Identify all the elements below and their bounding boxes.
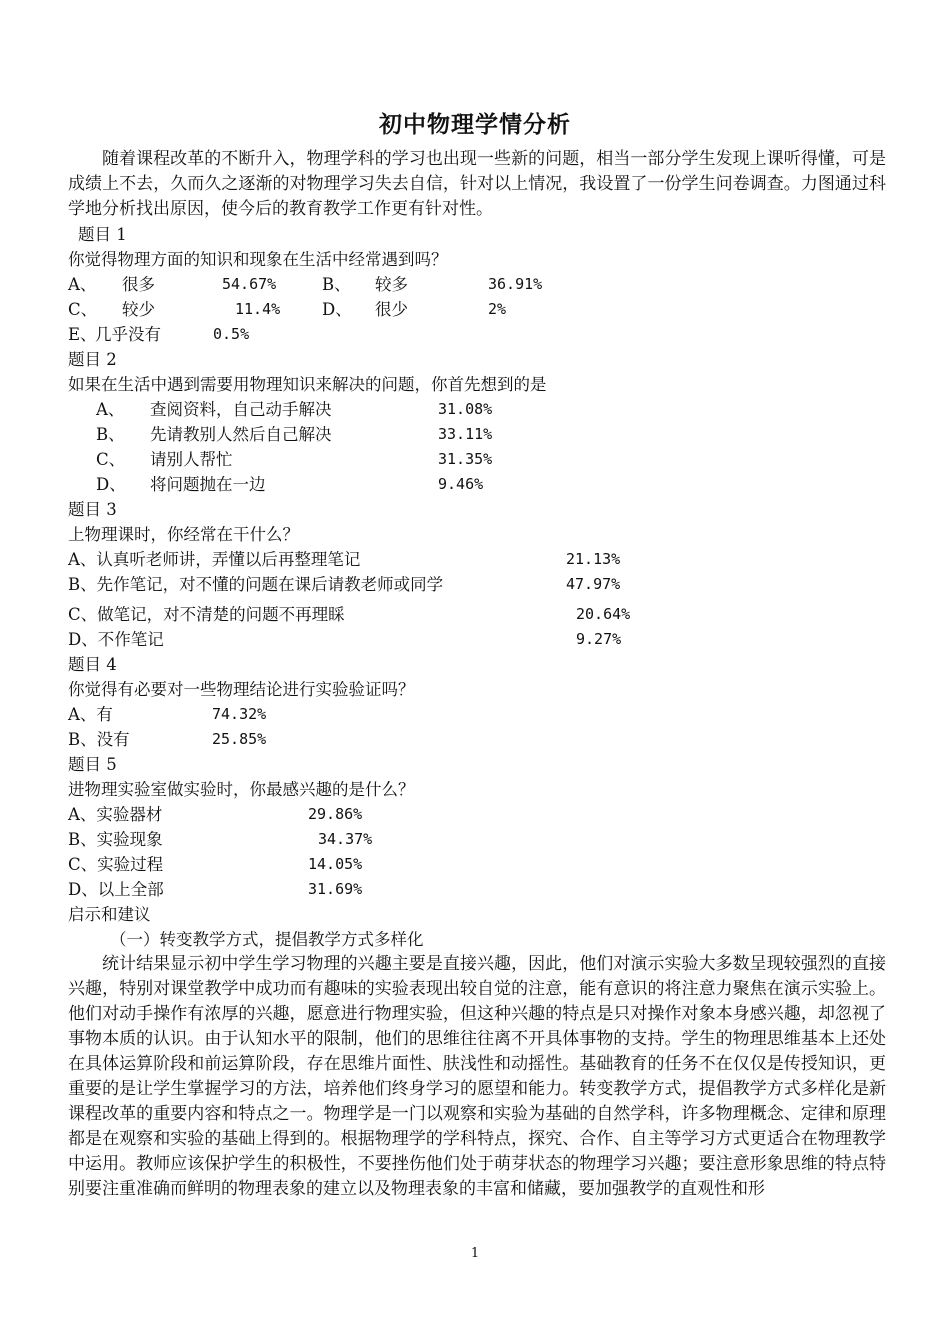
- q2-option-c-text: 请别人帮忙: [150, 450, 233, 469]
- q4-option-a-pct: 74.32%: [212, 705, 267, 723]
- q1-option-a-text: 很多: [122, 275, 155, 294]
- q4-question: 你觉得有必要对一些物理结论进行实验验证吗？: [68, 680, 415, 699]
- q2-option-d-letter: D、: [96, 475, 126, 494]
- suggestions-heading: 启示和建议: [68, 905, 151, 924]
- q1-option-b-pct: 36.91%: [488, 275, 543, 293]
- q5-option-a-pct: 29.86%: [308, 805, 363, 823]
- q2-option-d-text: 将问题抛在一边: [150, 475, 266, 494]
- q2-option-b-text: 先请教别人然后自己解决: [150, 425, 332, 444]
- q3-option-d-text: D、不作笔记: [68, 630, 164, 649]
- q3-heading: 题目 3: [68, 500, 117, 519]
- q4-option-b-text: B、没有: [68, 730, 130, 749]
- q3-option-b-pct: 47.97%: [566, 575, 621, 593]
- q5-question: 进物理实验室做实验时，你最感兴趣的是什么？: [68, 780, 415, 799]
- q2-option-d-pct: 9.46%: [438, 475, 484, 493]
- q1-option-d-letter: D、: [322, 300, 352, 319]
- q2-option-a-text: 查阅资料，自己动手解决: [150, 400, 332, 419]
- q3-option-a-pct: 21.13%: [566, 550, 621, 568]
- q4-option-a-text: A、有: [68, 705, 113, 724]
- q2-option-a-pct: 31.08%: [438, 400, 493, 418]
- q1-option-a-letter: A、: [68, 275, 97, 294]
- q1-question: 你觉得物理方面的知识和现象在生活中经常遇到吗？: [68, 250, 448, 269]
- q1-option-c-pct: 11.4%: [235, 300, 281, 318]
- q1-option-c-text: 较少: [122, 300, 155, 319]
- q1-option-e-letter: E、: [68, 325, 97, 344]
- q2-option-c-letter: C、: [96, 450, 126, 469]
- q2-heading: 题目 2: [68, 350, 117, 369]
- q2-option-b-pct: 33.11%: [438, 425, 493, 443]
- q5-heading: 题目 5: [68, 755, 117, 774]
- q1-option-c-letter: C、: [68, 300, 98, 319]
- q5-option-b-pct: 34.37%: [318, 830, 373, 848]
- intro-paragraph: 随着课程改革的不断升入，物理学科的学习也出现一些新的问题，相当一部分学生发现上课听得懂，可是成绩上不去，久而久之逐渐的对物理学习失去自信，针对以上情况，我设置了一份学生问卷调查。力图通过科学地分析找出原因，使今后的教育教学工作更有针对性。: [68, 149, 886, 219]
- q3-option-c-pct: 20.64%: [576, 605, 631, 623]
- q1-option-d-pct: 2%: [488, 300, 507, 318]
- q2-option-c-pct: 31.35%: [438, 450, 493, 468]
- q1-option-d-text: 很少: [375, 300, 408, 319]
- q3-option-d-pct: 9.27%: [576, 630, 622, 648]
- q1-option-b-text: 较多: [375, 275, 408, 294]
- q4-heading: 题目 4: [68, 655, 117, 674]
- q1-option-e-pct: 0.5%: [213, 325, 250, 343]
- q4-option-b-pct: 25.85%: [212, 730, 267, 748]
- q5-option-d-pct: 31.69%: [308, 880, 363, 898]
- suggestions-subheading: （一）转变教学方式，提倡教学方式多样化: [110, 930, 424, 949]
- document-title: 初中物理学情分析: [379, 111, 571, 138]
- q1-option-e-text: 几乎没有: [95, 325, 161, 344]
- q3-option-c-text: C、做笔记，对不清楚的问题不再理睬: [68, 605, 345, 624]
- q3-option-a-text: A、认真听老师讲，弄懂以后再整理笔记: [68, 550, 361, 569]
- q5-option-b-text: B、实验现象: [68, 830, 163, 849]
- q5-option-d-text: D、以上全部: [68, 880, 164, 899]
- q5-option-c-text: C、实验过程: [68, 855, 164, 874]
- q1-heading: 题目 1: [78, 225, 127, 244]
- q5-option-a-text: A、实验器材: [68, 805, 163, 824]
- suggestions-body: 统计结果显示初中学生学习物理的兴趣主要是直接兴趣，因此，他们对演示实验大多数呈现较强烈的直接兴趣，特别对课堂教学中成功而有趣味的实验表现出较自觉的注意，能有意识的将注意力聚焦在演示实验上。他们对动手操作有浓厚的兴趣，愿意进行物理实验，但这种兴趣的特点是只对操作对象本身感兴趣，却忽视了事物本质的认识。由于认知水平的限制，他们的思维往往离不开具体事物的支持。学生的物理思维基本上还处在具体运算阶段和前运算阶段，存在思维片面性、肤浅性和动摇性。基础教育的任务不在仅仅是传授知识，更重要的是让学生掌握学习的方法，培养他们终身学习的愿望和能力。转变教学方式，提倡教学方式多样化是新课程改革的重要内容和特点之一。物理学是一门以观察和实验为基础的自然学科，许多物理概念、定律和原理都是在观察和实验的基础上得到的。根据物理学的学科特点，探究、合作、自主等学习方式更适合在物理教学中运用。教师应该保护学生的积极性，不要挫伤他们处于萌芽状态的物理学习兴趣；要注意形象思维的特点特别要注重准确而鲜明的物理表象的建立以及物理表象的丰富和储藏，要加强教学的直观性和形: [68, 954, 886, 1199]
- q5-option-c-pct: 14.05%: [308, 855, 363, 873]
- q3-question: 上物理课时，你经常在干什么？: [68, 525, 299, 544]
- q2-option-a-letter: A、: [96, 400, 125, 419]
- q2-question: 如果在生活中遇到需要用物理知识来解决的问题，你首先想到的是: [68, 375, 547, 394]
- page-number: 1: [470, 1246, 480, 1261]
- q1-option-a-pct: 54.67%: [222, 275, 277, 293]
- q2-option-b-letter: B、: [96, 425, 125, 444]
- q1-option-b-letter: B、: [322, 275, 351, 294]
- q3-option-b-text: B、先作笔记，对不懂的问题在课后请教老师或同学: [68, 575, 444, 594]
